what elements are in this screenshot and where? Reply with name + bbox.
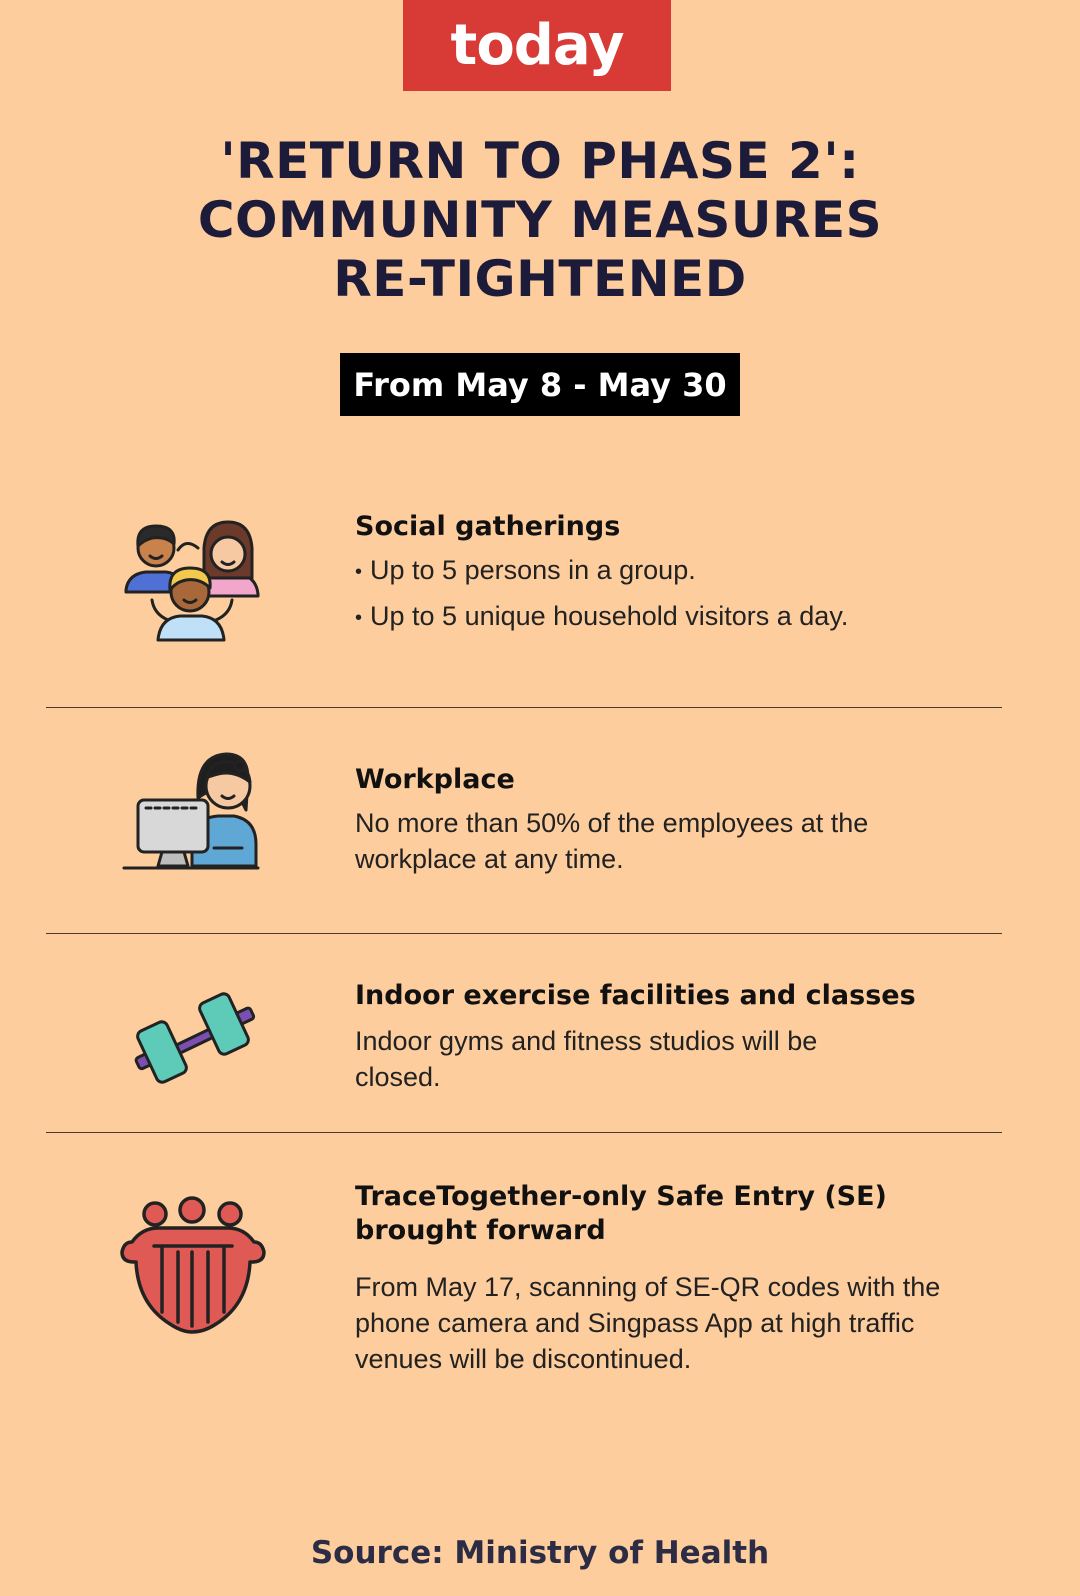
date-range-badge: From May 8 - May 30: [340, 353, 740, 416]
indoor-exercise-title: Indoor exercise facilities and classes: [355, 980, 916, 1011]
workplace-text: No more than 50% of the employees at the workplace at any time.: [355, 808, 869, 874]
workplace-title: Workplace: [355, 764, 515, 795]
source-credit: Source: Ministry of Health: [310, 1535, 770, 1571]
today-logo: today: [403, 0, 671, 91]
headline-line-3: RE-TIGHTENED: [333, 250, 747, 308]
section-divider: [46, 707, 1002, 708]
tracetogether-title: TraceTogether-only Safe Entry (SE) brought forward: [355, 1181, 887, 1246]
section-divider: [46, 933, 1002, 934]
group-people-icon: [122, 518, 262, 643]
indoor-exercise-text: Indoor gyms and fitness studios will be closed.: [355, 1026, 818, 1092]
social-gatherings-title: Social gatherings: [355, 511, 621, 542]
tracetogether-text: From May 17, scanning of SE-QR codes with the phone camera and Singpass App at high traffic venues will be discontinued.: [355, 1272, 941, 1374]
crowd-shield-icon: [118, 1196, 268, 1336]
headline: [90, 132, 990, 309]
woman-at-computer-icon: [122, 748, 262, 873]
social-gatherings-list: [355, 553, 848, 645]
list-item: • Up to 5 unique household visitors a day.: [355, 599, 848, 645]
headline-line-1: 'RETURN TO PHASE 2':: [220, 132, 860, 190]
headline-line-2: COMMUNITY MEASURES: [197, 191, 883, 249]
dumbbell-icon: [130, 992, 256, 1084]
section-divider: [46, 1132, 1002, 1133]
list-item: • Up to 5 persons in a group.: [355, 553, 848, 599]
